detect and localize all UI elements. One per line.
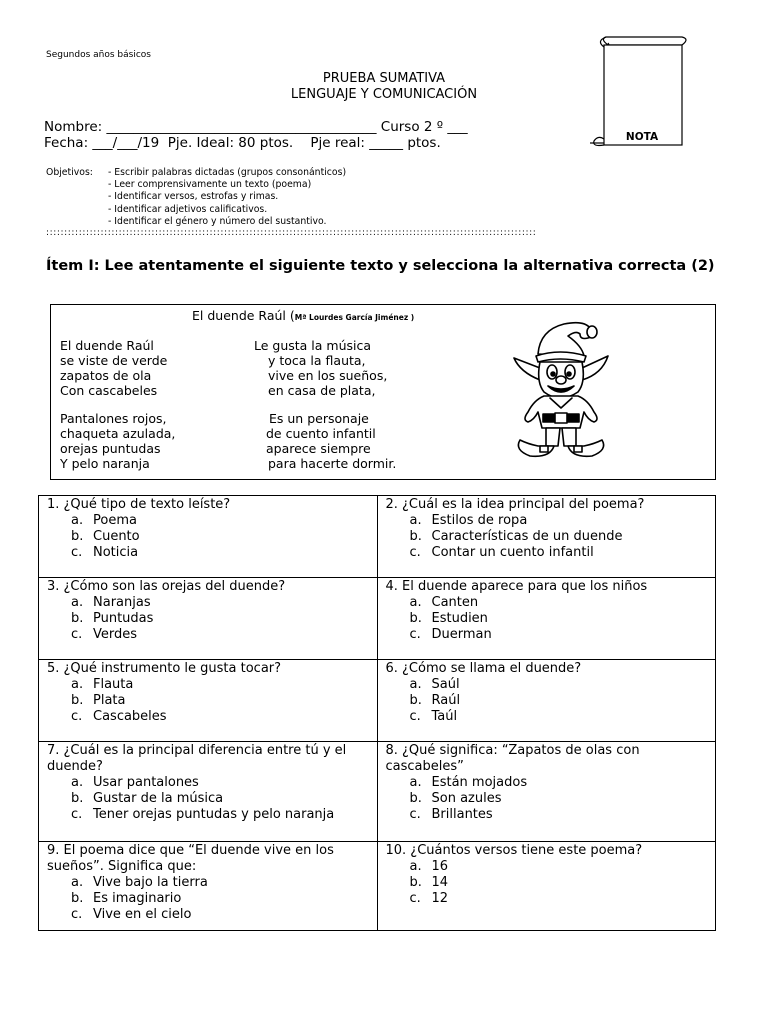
question-3: [39, 578, 378, 660]
subject-title: LENGUAJE Y COMUNICACIÓN: [290, 87, 478, 102]
poem-verse: de cuento infantil: [266, 426, 376, 441]
question-2: [377, 496, 716, 578]
question-8: [377, 742, 716, 842]
poem-title-text: El duende Raúl (: [192, 308, 295, 323]
objective-item: - Identificar adjetivos calificativos.: [108, 203, 268, 215]
poem-verse: Con cascabeles: [60, 383, 158, 398]
option-6c[interactable]: c. Taúl: [409, 709, 458, 724]
option-9b[interactable]: b. Es imaginario: [71, 891, 182, 906]
option-1a[interactable]: a. Poema: [71, 513, 137, 528]
poem-stanza-3: [60, 411, 175, 471]
poem-verse: Y pelo naranja: [60, 456, 150, 471]
poem-verse: Es un personaje: [269, 411, 369, 426]
option-10a[interactable]: a. 16: [409, 859, 449, 874]
option-4c[interactable]: c. Duerman: [409, 627, 492, 642]
poem-stanza-2: [252, 338, 387, 398]
poem-verse: aparece siempre: [266, 441, 371, 456]
poem-stanza-1: [60, 338, 167, 398]
question-text: 9. El poema dice que “El duende vive en los sueños”. Significa que:: [47, 843, 334, 874]
option-8b[interactable]: b. Son azules: [409, 791, 502, 806]
question-text: 2. ¿Cuál es la idea principal del poema?: [385, 497, 645, 512]
poem-verse: zapatos de ola: [60, 368, 152, 383]
separator-dots: :::::::::::::::::::::::::::::::::::::::::::::::::::::::::::::::::::::::::::::::::::::::::::::::::::::::::::::::::::::::::::::::::::::::: [46, 228, 537, 238]
grade-label: Segundos años básicos: [46, 50, 151, 60]
objective-item: - Identificar el género y número del sustantivo.: [108, 215, 327, 227]
option-9c[interactable]: c. Vive en el cielo: [71, 907, 192, 922]
option-7c[interactable]: c. Tener orejas puntudas y pelo naranja: [71, 807, 335, 822]
objective-item: - Escribir palabras dictadas (grupos consonánticos): [108, 167, 347, 178]
option-1c[interactable]: c. Noticia: [71, 545, 139, 560]
question-text: 10. ¿Cuántos versos tiene este poema?: [385, 843, 643, 858]
question-text: 1. ¿Qué tipo de texto leíste?: [47, 497, 231, 512]
question-10: [377, 842, 716, 931]
poem-verse: en casa de plata,: [268, 383, 376, 398]
option-6b[interactable]: b. Raúl: [409, 693, 461, 708]
question-text: 7. ¿Cuál es la principal diferencia entre tú y el duende?: [47, 743, 347, 774]
elf-illustration-icon: [510, 316, 610, 468]
option-7a[interactable]: a. Usar pantalones: [71, 775, 199, 790]
question-9: [39, 842, 378, 931]
poem-verse: vive en los sueños,: [268, 368, 388, 383]
option-8a[interactable]: a. Están mojados: [409, 775, 528, 790]
objectives-label: Objetivos:: [46, 167, 93, 178]
option-4a[interactable]: a. Canten: [409, 595, 479, 610]
poem-verse: y toca la flauta,: [268, 353, 366, 368]
questions-table: [38, 495, 716, 931]
option-5c[interactable]: c. Cascabeles: [71, 709, 167, 724]
test-title: PRUEBA SUMATIVA: [322, 71, 446, 86]
objectives: [46, 167, 346, 228]
question-text: 4. El duende aparece para que los niños: [385, 579, 648, 594]
option-9a[interactable]: a. Vive bajo la tierra: [71, 875, 208, 890]
question-7: [39, 742, 378, 842]
question-text: 5. ¿Qué instrumento le gusta tocar?: [47, 661, 282, 676]
option-3b[interactable]: b. Puntudas: [71, 611, 154, 626]
name-course-field[interactable]: Nombre: ________________________________________ Curso 2 º ___: [44, 119, 468, 135]
question-6: [377, 660, 716, 742]
question-5: [39, 660, 378, 742]
option-8c[interactable]: c. Brillantes: [409, 807, 493, 822]
question-1: [39, 496, 378, 578]
objective-item: - Leer comprensivamente un texto (poema): [108, 179, 312, 191]
option-2b[interactable]: b. Características de un duende: [409, 529, 623, 544]
option-10b[interactable]: b. 14: [409, 875, 449, 890]
nota-scroll-icon: [586, 35, 696, 155]
poem-verse: orejas puntudas: [60, 441, 161, 456]
poem-verse: para hacerte dormir.: [268, 456, 397, 471]
date-score-field[interactable]: Fecha: ___/___/19 Pje. Ideal: 80 ptos. Pje real: _____ ptos.: [44, 135, 441, 151]
poem-verse: chaqueta azulada,: [60, 426, 176, 441]
poem-verse: El duende Raúl: [60, 338, 154, 353]
poem-verse: Pantalones rojos,: [60, 411, 167, 426]
option-4b[interactable]: b. Estudien: [409, 611, 488, 626]
option-5b[interactable]: b. Plata: [71, 693, 126, 708]
option-2a[interactable]: a. Estilos de ropa: [409, 513, 528, 528]
nota-label: NOTA: [625, 131, 659, 143]
option-3c[interactable]: c. Verdes: [71, 627, 138, 642]
objective-item: - Identificar versos, estrofas y rimas.: [108, 191, 279, 203]
option-10c[interactable]: c. 12: [409, 891, 449, 906]
option-1b[interactable]: b. Cuento: [71, 529, 140, 544]
option-3a[interactable]: a. Naranjas: [71, 595, 151, 610]
question-text: 3. ¿Cómo son las orejas del duende?: [47, 579, 286, 594]
poem-author: Mª Lourdes García Jiménez ): [294, 313, 415, 322]
question-4: [377, 578, 716, 660]
poem-stanza-4: [252, 411, 396, 471]
question-text: 8. ¿Qué significa: “Zapatos de olas con cascabeles”: [385, 743, 640, 774]
option-7b[interactable]: b. Gustar de la música: [71, 791, 224, 806]
poem-title: [192, 308, 414, 323]
item-heading: Ítem I: Lee atentamente el siguiente texto y selecciona la alternativa correcta (2): [46, 258, 715, 274]
poem-verse: se viste de verde: [60, 353, 168, 368]
question-text: 6. ¿Cómo se llama el duende?: [385, 661, 582, 676]
poem-verse: Le gusta la música: [254, 338, 372, 353]
option-2c[interactable]: c. Contar un cuento infantil: [409, 545, 594, 560]
option-5a[interactable]: a. Flauta: [71, 677, 134, 692]
option-6a[interactable]: a. Saúl: [409, 677, 460, 692]
